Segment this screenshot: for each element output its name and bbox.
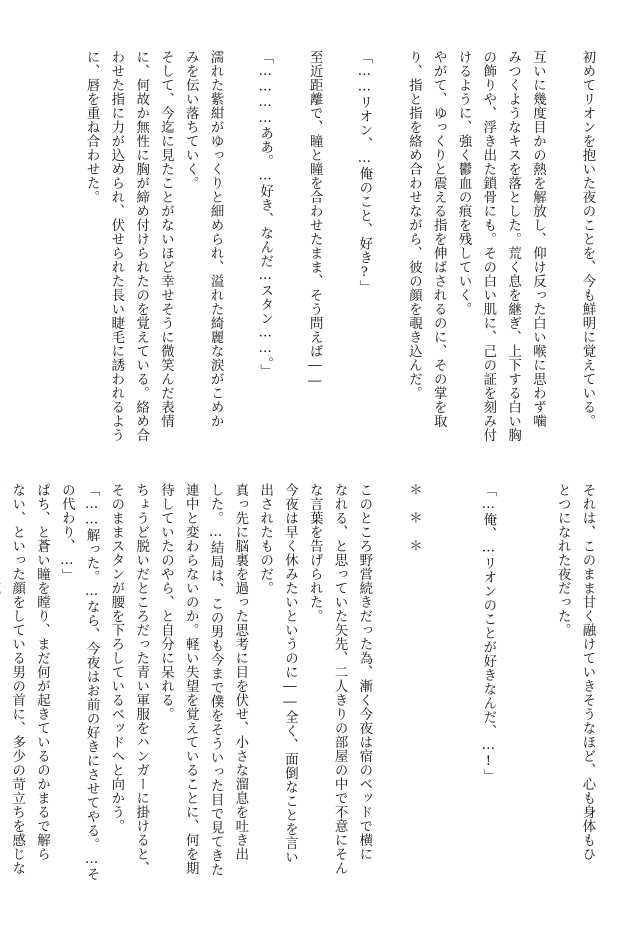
text-line: やがて、ゆっくりと震える指を伸ばされるのに、その掌を取: [431, 50, 447, 428]
text-line: みを伝い落ちていく。: [183, 50, 199, 190]
text-line: とつになれた夜だった。: [555, 483, 571, 637]
text-line: 今夜は早く休みたいというのに――全く、面倒なことを言い: [282, 483, 298, 865]
text-line: 互いに幾度目かの熱を解放し、仰け反った白い喉に思わず噛: [530, 50, 546, 428]
text-line: わせた指に力が込められ、伏せられた長い睫毛に誘われるよう: [108, 50, 124, 442]
text-line: けるように、強く鬱血の痕を残していく。: [456, 50, 472, 316]
text-line: 初めてリオンを抱いた夜のことを、今も鮮明に覚えている。: [580, 50, 595, 428]
text-line: な言葉を告げられた。: [307, 483, 323, 623]
text-line: 出されたものだ。: [257, 483, 273, 595]
text-line: 「……リオン、…俺のこと、好き?」: [356, 50, 372, 295]
text-line: ぱち、と蒼い瞳を瞠り、まだ何が起きているのかまるで解ら: [34, 483, 50, 861]
text-line: そのままスタンが腰を下ろしているベッドへと向かう。: [108, 483, 124, 833]
bottom-text-block: [0, 483, 599, 898]
text-line: ちょうど脱いだところだった青い軍服をハンガーに掛けると、: [133, 483, 149, 875]
text-line: した。…結局は、この男も今まで僕をそういった目で見てきた: [208, 483, 224, 877]
text-line: 待していたのやら、と自分に呆れる。: [158, 483, 174, 721]
text-line: 至近距離で、瞳と瞳を合わせたまま、そう問えば――: [307, 50, 323, 390]
top-text-block: [78, 50, 599, 440]
text-line: 真っ先に脳裏を過った思考に目を伏せ、小さな溜息を吐き出: [232, 483, 248, 861]
text-line: に、何故か無性に胸が締め付けられたのを覚えている。絡め合: [133, 50, 149, 442]
text-line: 濡れた紫紺がゆっくりと細められ、溢れた綺麗な涙がこめか: [208, 50, 224, 428]
text-line: そして、今迄に見たことがないほど幸せそうに微笑んだ表情: [158, 50, 174, 428]
text-line: ない、といった顔をしている男の首に、多少の苛立ちを感じな: [9, 483, 25, 875]
text-line: 連中と変わらないのか。軽い失望を覚えていることに、何を期: [183, 483, 199, 875]
text-line: 「…俺、…リオンのことが好きなんだ、…!」: [480, 483, 496, 784]
text-line: みつくようなキスを落とした。荒く息を継ぎ、上下する白い胸: [505, 50, 521, 442]
text-line: このところ野営続きだった為、漸く今夜は宿のベッドで横に: [356, 483, 372, 861]
text-line: 「……解った。…なら、今夜はお前の好きにさせてやる。…そ: [84, 483, 100, 882]
text-line: なれる、と思っていた矢先、二人きりの部屋の中で不意にそん: [332, 483, 348, 875]
text-line: ＊ ＊ ＊: [406, 483, 422, 553]
text-line: り、指と指を絡め合わせながら、彼の顔を覗き込んだ。: [406, 50, 422, 400]
text-line: の代わり、…」: [59, 483, 75, 583]
text-line: の飾りや、浮き出た鎖骨にも。その白い肌に、己の証を刻み付: [480, 50, 496, 442]
text-line: 「…………ああ。…好き、なんだ…スタン……。」: [257, 50, 273, 379]
text-line: それは、このまま甘く融けていきそうなほど、心も身体もひ: [580, 483, 595, 861]
text-line: に、唇を重ね合わせた。: [84, 50, 100, 204]
